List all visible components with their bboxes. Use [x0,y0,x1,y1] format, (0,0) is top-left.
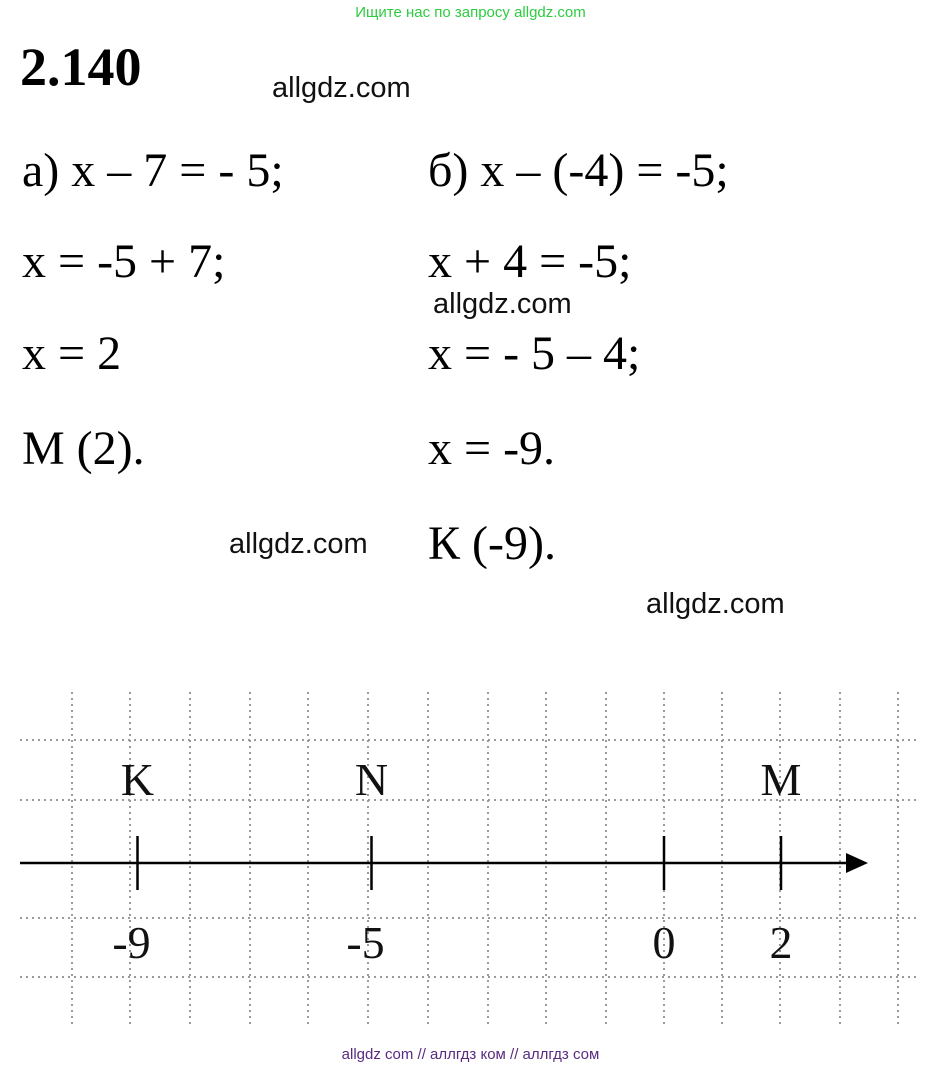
equation-b-answer: К (-9). [428,517,556,570]
watermark: allgdz.com [229,528,368,560]
equation-b-line-1: б) x – (-4) = -5; [428,144,729,197]
equation-a-line-2: x = -5 + 7; [22,235,226,288]
tick-value-label: -5 [346,917,385,968]
equation-a-answer: М (2). [22,422,145,475]
dotted-grid [20,692,920,1025]
number-line-figure [0,680,941,1030]
equation-a-line-3: x = 2 [22,327,122,380]
footer-links[interactable]: allgdz com // аллгдз ком // аллгдз сом [341,1046,600,1063]
equation-a-line-1: а) x – 7 = - 5; [22,144,284,197]
tick-value-label: 0 [652,917,676,968]
equation-b-line-2: x + 4 = -5; [428,235,632,288]
watermark: allgdz.com [433,288,572,320]
tick-value-label: 2 [769,917,793,968]
top-banner[interactable]: Ищите нас по запросу allgdz.com [355,4,586,21]
point-letter-label: M [760,754,802,805]
equation-b-line-3: x = - 5 – 4; [428,327,641,380]
equation-b-line-4: x = -9. [428,422,556,475]
watermark: allgdz.com [272,72,411,104]
point-letter-label: K [120,754,155,805]
axis-arrow-icon [846,853,868,873]
watermark: allgdz.com [646,588,785,620]
problem-number: 2.140 [20,37,142,97]
point-letter-label: N [354,754,389,805]
tick-value-label: -9 [112,917,151,968]
